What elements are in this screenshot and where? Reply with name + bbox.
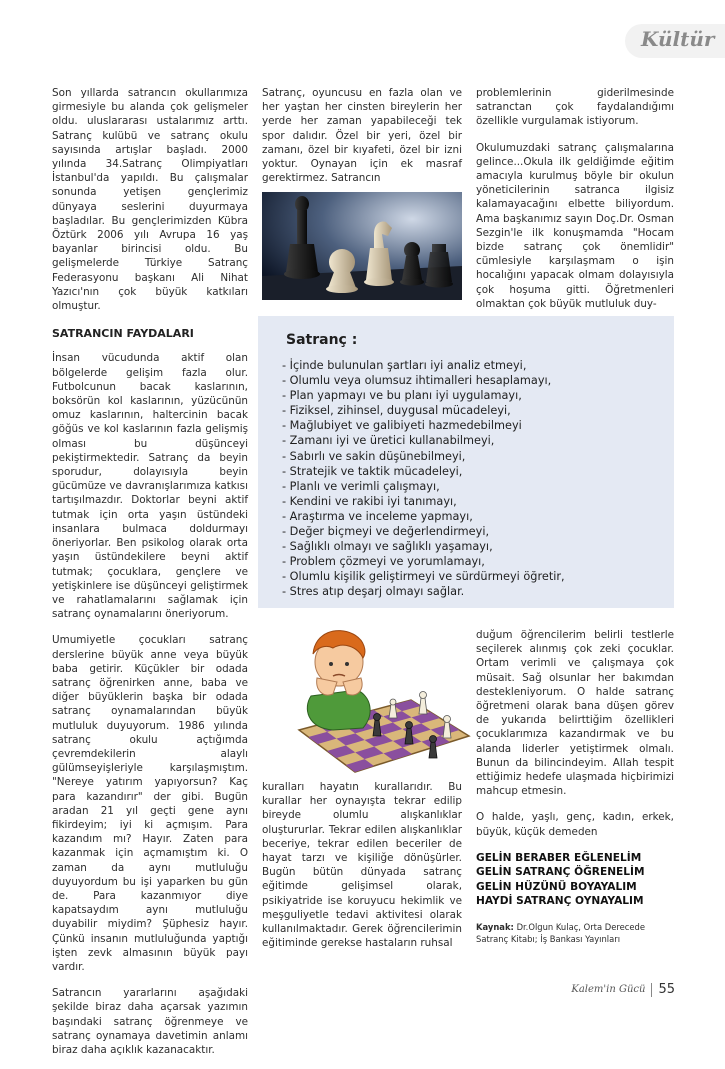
- closing-slogans: [476, 851, 674, 909]
- paragraph: Okulumuzdaki satranç çalışmalarına gelince...Okula ilk geldiğimde eğitim amacıyla kurulmuş böyle bir okulun yöneticilerinin satranca ilgisiz kalamayacağını elbette biliyordum. Ama başkanımız sayın Doç.Dr. Osman Sezgin'le ilk konuşmamda "Hocam bizde satranç çok önemlidir" cümlesiyle karşılaşmam o işin hocalığını yapacak olmam dolayısıyla çok hoşuma gitti. Öğretmenleri olmaktan çok büyük mutluluk duy-: [476, 141, 674, 310]
- paragraph: problemlerinin giderilmesinde satranctan çok faydalandığımı özellikle vurgulamak istiyorum.: [476, 87, 674, 128]
- benefit-item: - Sağlıklı olmayı ve sağlıklı yaşamayı,: [282, 540, 493, 554]
- benefits-box: [258, 316, 674, 608]
- box-title: Satranç :: [286, 332, 358, 348]
- chess-pieces-photo: [262, 192, 462, 300]
- paragraph: duğum öğrencilerim belirli testlerle seçilerek alınmış çok zeki çocuklar. Ortam verimli ve çalışmaya çok müsait. Sağ olsunlar her bakımdan destekleniyorum. O halde satranç öğretmeni olarak bana düşen görev de yukarıda belirttiğim özellikleri çocuklarımıza kazandırmak ve bu alanda liderler yetiştirmek olmalı. Bunun da bilincindeyim. Allah tespit ettiğimiz hedefe ulaşmada hiçbirimizi mahcup etmesin.: [476, 629, 674, 798]
- benefit-item: - Kendini ve rakibi iyi tanımayı,: [282, 494, 457, 508]
- benefits-list: [282, 358, 565, 600]
- page-number: 55: [658, 982, 675, 997]
- column-3-top: [476, 86, 674, 323]
- magazine-brand: Kalem'in Gücü: [571, 984, 646, 995]
- paragraph: kuralları hayatın kurallarıdır. Bu kurallar her oynayışta tekrar edilip bireyde olumlu alışkanlıklar oluştururlar. Tekrar edilen alışkanlıklar beceriye, tekrar edilen beceriler de hayat tarzı ve kişiliğe dönüşürler. Bugün bütün dünyada satranç eğitimde gelişimsel olarak, psikiyatride ise koruyucu hekimlik ve meşguliyetle tedavi aktivitesi olarak kullanılmaktadır. Gerek öğrencilerimin eğitiminde gerekse hastaların ruhsal: [262, 781, 462, 950]
- source-label: Kaynak:: [476, 922, 514, 933]
- child-playing-chess-illustration: [293, 618, 471, 776]
- section-heading: SATRANCIN FAYDALARI: [52, 327, 194, 341]
- benefit-item: - Araştırma ve inceleme yapmayı,: [282, 509, 473, 523]
- benefit-item: - Fiziksel, zihinsel, duygusal mücadeleyi,: [282, 404, 511, 418]
- benefit-item: - Mağlubiyet ve galibiyeti hazmedebilmeyi: [282, 419, 522, 433]
- paragraph: Satrancın yararlarını aşağıdaki şekilde biraz daha açarsak yazımın başındaki satranç öğrenmeye ve satranç oynamaya davetimin anlamı biraz daha açıklık kazanacaktır.: [52, 987, 248, 1056]
- source-text: Dr.Olgun Kulaç, Orta Derecede Satranç Kitabı; İş Bankası Yayınları: [476, 922, 645, 944]
- benefit-item: - Sabırlı ve sakin düşünebilmeyi,: [282, 449, 466, 463]
- paragraph: Satranç, oyuncusu en fazla olan ve her yaştan her cinsten bireylerin her yerde her zaman yapabileceği tek spor dalıdır. Özel bir yeri, özel bir zamanı, özel bir kıyafeti, özel bir izni yoktur. Oynayan için ek masraf gerektirmez. Satrancın: [262, 87, 462, 185]
- paragraph: Son yıllarda satrancın okullarımıza girmesiyle bu alanda çok gelişmeler oldu. uluslararası ustalarımız arttı. Satranç kulübü ve satranç okulu sayısında artışlar başladı. 2000 yılında 34.Satranç Olimpiyatları İstanbul'da yapıldı. Bu çalışmalar sonunda yetişen gençlerimiz dünyaya seslerini duyurmaya başladılar. Bu gençlerimizden Kübra Öztürk 2006 yılı Avrupa 16 yaş bayanlar birincisi oldu. Bu gelişmelerde Türkiye Satranç Federasyonu başkanı Ali Nihat Yazıcı'nın çok büyük katkıları olmuştur.: [52, 87, 248, 313]
- column-2-bottom: [262, 780, 462, 962]
- benefit-item: - Stres atıp deşarj olmayı sağlar.: [282, 585, 465, 599]
- section-title: Kültür: [641, 27, 715, 51]
- benefit-item: - Problem çözmeyi ve yorumlamayı,: [282, 555, 485, 569]
- slogan-line: GELİN HÜZÜNÜ BOYAYALIM: [476, 880, 637, 893]
- slogan-line: GELİN SATRANÇ ÖĞRENELİM: [476, 866, 645, 879]
- section-tag: [625, 24, 725, 58]
- benefit-item: - Planlı ve verimli çalışmayı,: [282, 479, 440, 493]
- source-citation: [476, 922, 674, 945]
- page-footer: [571, 982, 675, 997]
- benefit-item: - Stratejik ve taktik mücadeleyi,: [282, 464, 463, 478]
- paragraph: O halde, yaşlı, genç, kadın, erkek, büyük, küçük demeden: [476, 811, 674, 838]
- benefit-item: - Olumlu veya olumsuz ihtimalleri hesaplamayı,: [282, 374, 552, 388]
- slogan-line: GELİN BERABER EĞLENELİM: [476, 851, 642, 864]
- paragraph: İnsan vücudunda aktif olan bölgelerde gelişim fazla olur. Futbolcunun bacak kaslarının, boksörün kol kaslarının, yüzücünün omuz kaslarının, haltercinin bacak göğüs ve kol kaslarının fazla gelişmiş olması bu düşünceyi pekiştirmektedir. Satranç da beyin sporudur, dolayısıyla beyin gücümüze ve davranışlarımıza katkısı tartışılmazdır. Doktorlar beyni aktif tutmak için orta yaşın üstündeki insanlara bulmaca doldurmayı öneriyorlar. Ben psikolog olarak orta yaşın üstündekilere beyni aktif tutmak; çocuklara, gençlere ve yetişkinlere ise düşünceyi geliştirmek ve rahatlamalarını sağlamak için satranç oynamalarını öneriyorum.: [52, 352, 248, 621]
- column-3-bottom: [476, 628, 674, 945]
- footer-divider: [651, 983, 652, 997]
- slogan-line: HAYDİ SATRANÇ OYNAYALIM: [476, 895, 644, 908]
- benefit-item: - Olumlu kişilik geliştirmeyi ve sürdürmeyi öğretir,: [282, 570, 565, 584]
- column-2-top: [262, 86, 462, 197]
- benefit-item: - Plan yapmayı ve bu planı iyi uygulamayı,: [282, 389, 522, 403]
- benefit-item: - Zamanı iyi ve üretici kullanabilmeyi,: [282, 434, 495, 448]
- benefit-item: - Değer biçmeyi ve değerlendirmeyi,: [282, 525, 490, 539]
- paragraph: Umumiyetle çocukları satranç derslerine büyük anne veya büyük baba getirir. Küçükler bir odada satranç öğrenirken anne, baba ve diğer büyüklerin başka bir odada satranç oynamalarından büyük mutluluk duyuyorum. 1986 yılında satranç okulu açtığımda çevremdekilerin alaylı gülümseyişleriyle karşılaşmıştım. "Nereye yatırım yapıyorsun? Kaç para kazandırır" der gibi. Bugün aradan 21 yıl geçti gene aynı fikirdeyim; iyi ki açmışım. Para kazandım mı? Hayır. Zaten para kazanmak için açmamıştım ki. O zaman da aynı mutluluğu duyuyordum bu işi yaparken bu gün de. Para kazanmıyor diye kapatsaydım aynı mutluluğu duyabilir miydim? Şüphesiz hayır. Çünkü insanın mutluluğunda yaptığı işten zevk almasının büyük payı vardır.: [52, 634, 248, 973]
- column-1: [52, 86, 248, 1069]
- benefit-item: - İçinde bulunulan şartları iyi analiz etmeyi,: [282, 359, 527, 372]
